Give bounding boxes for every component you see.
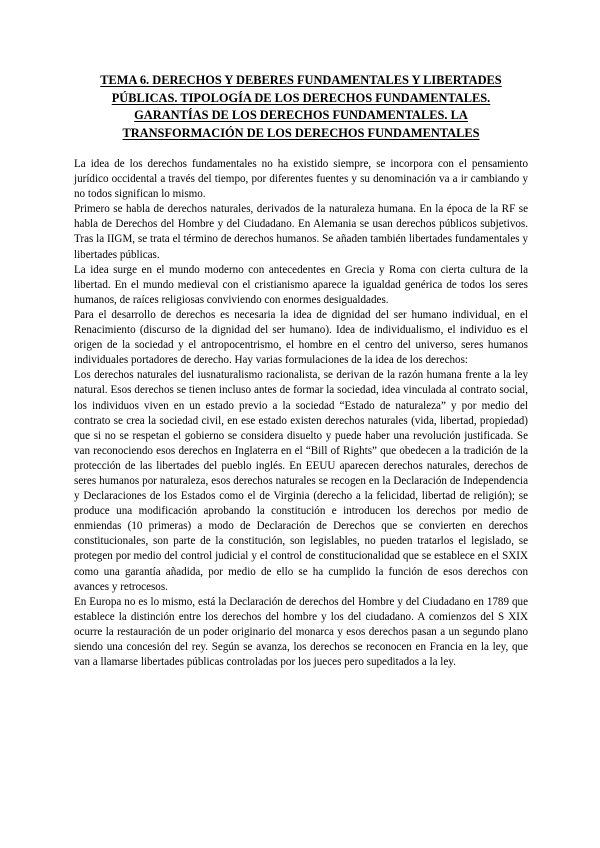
paragraph-origins: La idea surge en el mundo moderno con antecedentes en Grecia y Roma con cierta cultura de la libertad. En el mundo medieval con el cristianismo aparece la igualdad genérica de todos los seres humanos, de raíces religiosas conviviendo con enormes desigualdades. [74,263,528,306]
paragraph-intro: La idea de los derechos fundamentales no ha existido siempre, se incorpora con el pensamiento jurídico occidental a través del tiempo, por diferentes fuentes y su denominación va a ir cambiando y no todos significan lo mismo. [74,158,528,201]
paragraph-natural-rights: Los derechos naturales del iusnaturalismo racionalista, se derivan de la razón humana frente a la ley natural. Esos derechos se tienen incluso antes de formar la sociedad, idea vinculada al contrato social, los individuos viven en un estado previo a la sociedad “Estado de naturaleza” y por medio del contrato se crea la sociedad civil, en ese estado existen derechos naturales (vida, libertad, propiedad) que si no se respetan el gobierno se considera disuelto y puede haber una revolución justificada. Se van reconociendo esos derechos en Inglaterra en el “Bill of Rights” que obedecen a la tradición de la protección de las libertades del pueblo inglés. En EEUU aparecen derechos naturales, derechos de seres humanos por naturaleza, esos derechos naturales se recogen en la Declaración de Independencia y Declaraciones de los Estados como el de Virginia (derecho a la felicidad, libertad de religión); se produce una modificación aprobando la constitución e introducen los derechos por medio de enmiendas (10 primeras) a modo de Declaración de Derechos que se convierten en derechos constitucionales, son parte de la constitución, son legislables, no pueden tratarlos el legislado, se protegen por medio del control judicial y el control de constitucionalidad que se establece en el SXIX como una garantía añadida, por medio de ello se ha cumplido la función de esos derechos con avances y retrocesos. [74,369,528,593]
paragraph-europe: En Europa no es lo mismo, está la Declaración de derechos del Hombre y del Ciudadano en 1789 que establece la distinción entre los derechos del hombre y los del ciudadano. A comienzos del S XIX ocurre la restauración de un poder originario del monarca y esos derechos pasan a un segundo plano siendo una concesión del rey. Según se avanza, los derechos se reconocen en Francia en la ley, que van a llamarse libertades públicas controladas por los jueces pero supeditados a la ley. [74,595,528,669]
document-body [74,157,528,670]
paragraph-dignity: Para el desarrollo de derechos es necesaria la idea de dignidad del ser humano individual, en el Renacimiento (discurso de la dignidad del ser humano). Idea de individualismo, el individuo es el origen de la sociedad y el antropocentrismo, el hombre en el centro del universo, seres humanos individuales portadores de derecho. Hay varias formulaciones de la idea de los derechos: [74,308,528,367]
document-title: TEMA 6. DERECHOS Y DEBERES FUNDAMENTALES Y LIBERTADES PÚBLICAS. TIPOLOGÍA DE LOS DERECHOS FUNDAMENTALES. GARANTÍAS DE LOS DERECHOS FUNDAMENTALES. LA TRANSFORMACIÓN DE LOS DERECHOS FUNDAMENTALES [100,73,502,140]
paragraph-terminology: Primero se habla de derechos naturales, derivados de la naturaleza humana. En la época de la RF se habla de Derechos del Hombre y del Ciudadano. En Alemania se usan derechos públicos subjetivos. Tras la IIGM, se trata el término de derechos humanos. Se añaden también libertades fundamentales y libertades públicas. [74,203,528,261]
